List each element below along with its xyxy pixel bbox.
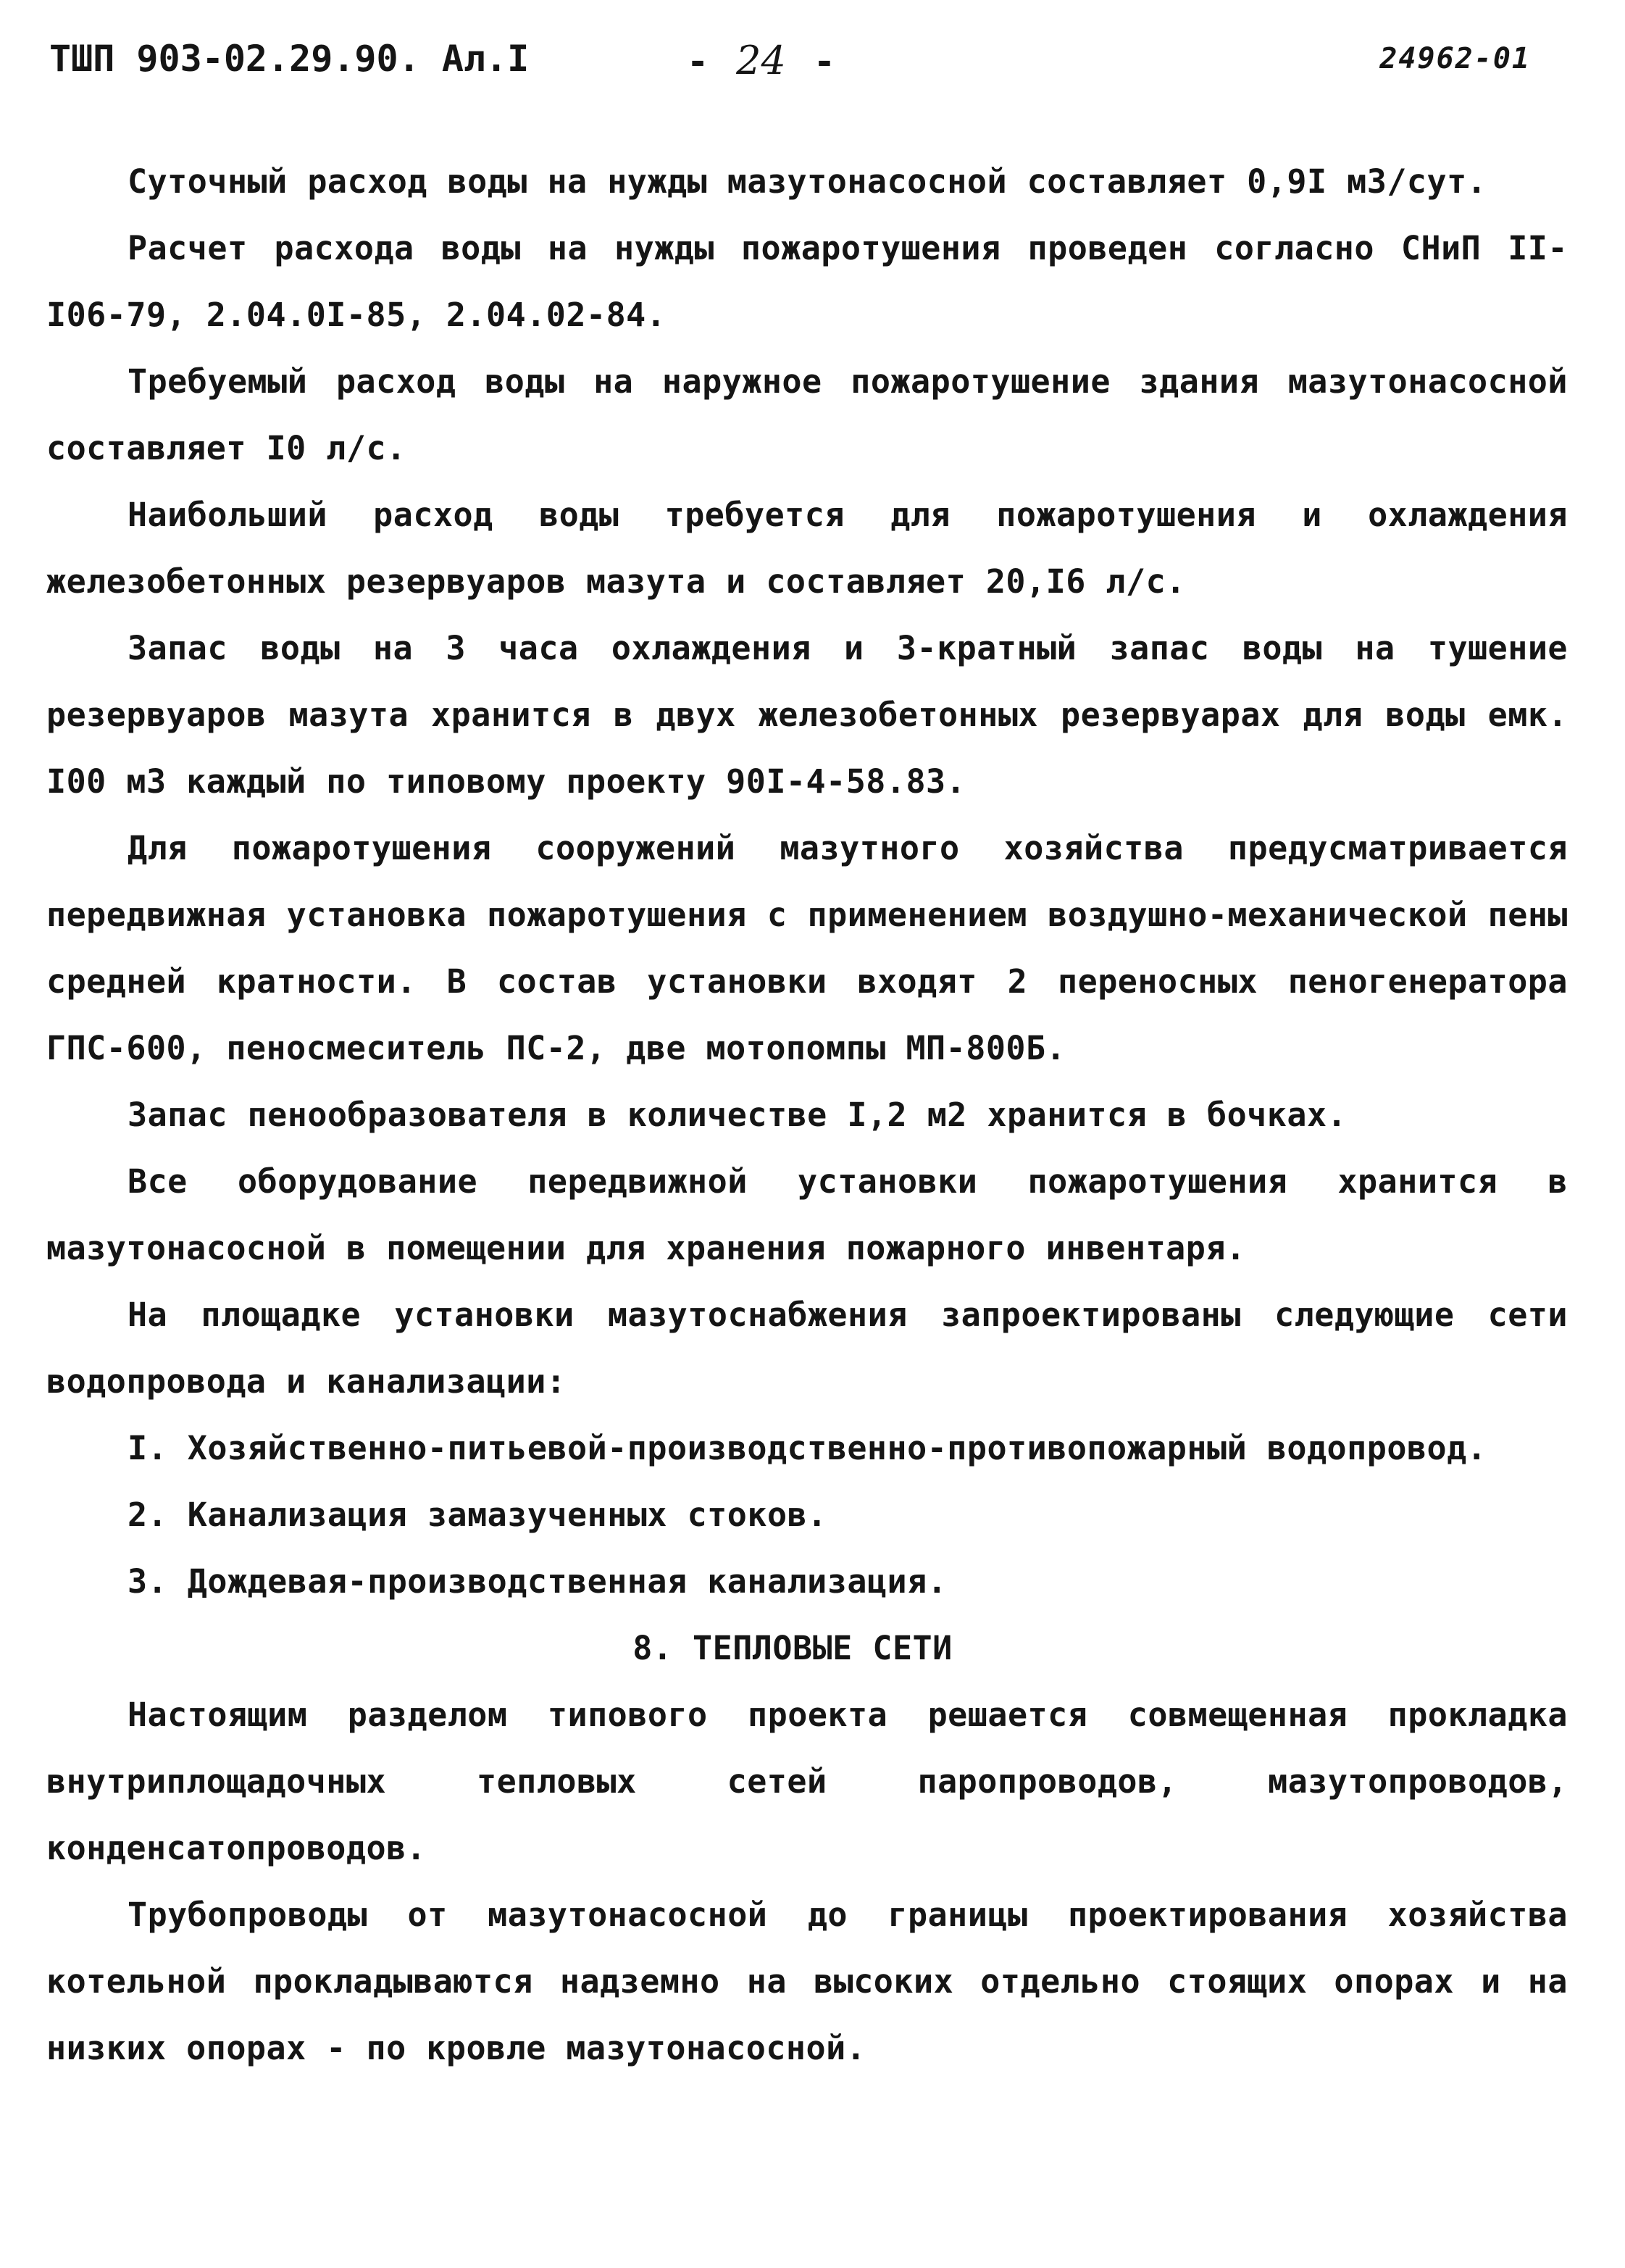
paragraph-fire-water-calculation: Расчет расхода воды на нужды пожаротушения проведен согласно СНиП II-I06-79, 2.04.0I-85, 2.04.02-84.	[46, 229, 1568, 334]
paragraph-external-firefighting: Требуемый расход воды на наружное пожаротушение здания мазутонасосной составляет I0 л/с.	[46, 362, 1588, 467]
page-header	[49, 38, 1531, 96]
paragraph-networks-intro: На площадке установки мазутоснабжения запроектированы следующие сети водопровода и канализации:	[46, 1296, 1588, 1401]
list-item-storm-sewage: 3. Дождевая-производственная канализация.	[128, 1562, 948, 1601]
page-number: 24	[736, 38, 786, 83]
document-body	[46, 149, 1588, 2082]
page-dash-right: -	[813, 41, 835, 83]
page-number-block	[687, 38, 835, 83]
paragraph-max-water-consumption: Наибольший расход воды требуется для пожаротушения и охлаждения железобетонных резервуаров мазута и составляет 20,I6 л/с.	[46, 496, 1588, 601]
paragraph-equipment-storage: Все оборудование передвижной установки пожаротушения хранится в мазутонасосной в помещении для хранения пожарного инвентаря.	[46, 1162, 1588, 1267]
document-code: ТШП 903-02.29.90. Ал.I	[49, 38, 530, 80]
list-item-oily-sewage: 2. Канализация замазученных стоков.	[128, 1496, 827, 1534]
paragraph-foam-concentrate: Запас пенообразователя в количестве I,2 м2 хранится в бочках.	[128, 1096, 1348, 1134]
page-dash-left: -	[687, 41, 709, 83]
paragraph-water-reserve: Запас воды на 3 часа охлаждения и 3-кратный запас воды на тушение резервуаров мазута хранится в двух железобетонных резервуарах для воды емк. I00 м3 каждый по типовому проекту 90I-4-58.83.	[46, 629, 1588, 801]
paragraph-pipeline-supports: Трубопроводы от мазутонасосной до границы проектирования хозяйства котельной прокладываются надземно на высоких отдельно стоящих опорах и на низких опорах - по кровле мазутонасосной.	[46, 1896, 1588, 2067]
paragraph-daily-water-consumption: Суточный расход воды на нужды мазутонасосной составляет 0,9I м3/сут.	[128, 162, 1487, 201]
paragraph-combined-laying: Настоящим разделом типового проекта решается совмещенная прокладка внутриплощадочных тепловых сетей паропроводов, мазутопроводов, конденсатопроводов.	[46, 1696, 1588, 1867]
section-title-heat-networks: 8. ТЕПЛОВЫЕ СЕТИ	[632, 1629, 953, 1667]
inventory-number: 24962-01	[1379, 42, 1531, 75]
list-item-water-supply: I. Хозяйственно-питьевой-производственно-противопожарный водопровод.	[128, 1429, 1487, 1467]
paragraph-mobile-foam-unit: Для пожаротушения сооружений мазутного хозяйства предусматривается передвижная установка пожаротушения с применением воздушно-механической пены средней кратности. В состав установки входят 2 переносных пеногенератора ГПС-600, пеносмеситель ПС-2, две мотопомпы МП-800Б.	[46, 829, 1588, 1067]
